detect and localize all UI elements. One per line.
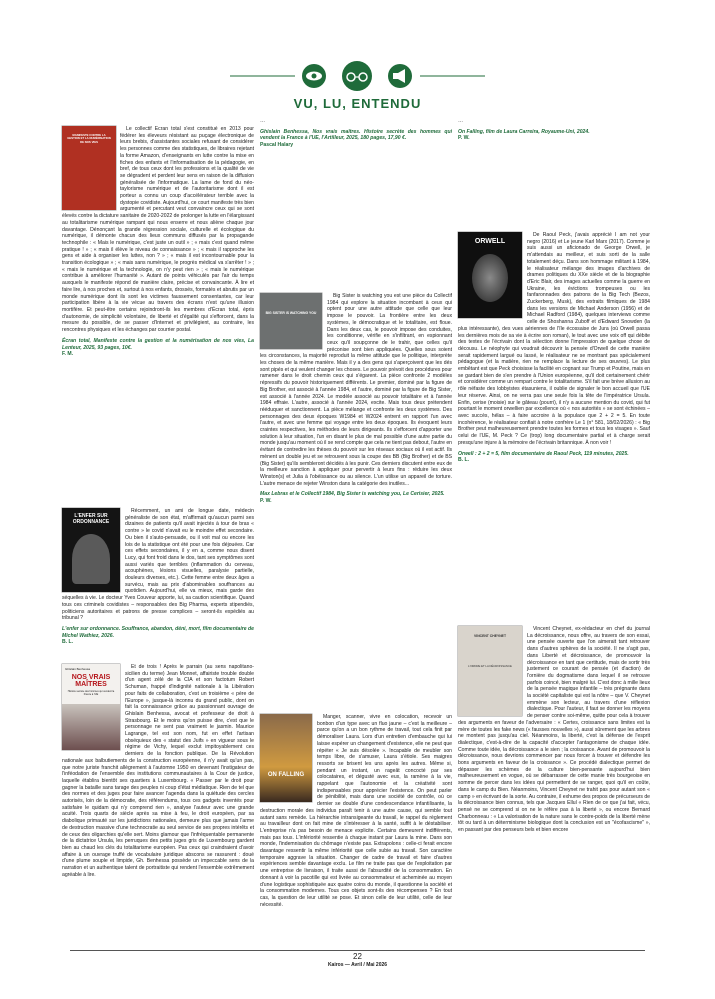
review-reference: Écran total, Manifeste contre la gestion et la numérisation de nos vies, La Lenteur, 2025, 93 pages, 10€. xyxy=(62,337,254,351)
review-bigsister xyxy=(260,293,452,681)
poster-title: ORWELL xyxy=(474,238,506,245)
review-reference: On Falling, film de Laura Carreira, Royaume-Uni, 2024. xyxy=(458,128,590,135)
review-reference: L'enfer sur ordonnance. Souffrance, abandon, déni, mort, film documentaire de Michel Wathiez, 2026. xyxy=(62,625,254,639)
review-body: Vincent Cheynet, ex-rédacteur en chef du journal La décroissance, nous offre, au travers de son essai, une pensée ouverte que l'on aimerait tant retrouver dans d'autres sphères de la société. Il ne s'agit pas, dans Liberté et décroissance, de promouvoir la décroissance en tant que certitude, mais de sortir très justement ce courant de pensée (et d'action) de l'ornière du dogmatisme dans lequel il se retrouve parfois coincé, bien malgré lui. C'est donc à mille lieux de la pensée magique infantile – très prégnante dans la société capitaliste qui est la nôtre – que V. Cheynet emmène son lecteur, au travers d'une réflexion dialectique. Pour l'auteur, il faut se donner les moyens de penser contre soi-même, quitte pour cela à trouver des arguments en faveur de l'adversaire : « Certes, croissance sans limites est la mère de toutes les fake news (« fausses nouvelles »), aussi sûrement que les arbres ne montent pas jusqu'au ciel. Néanmoins, la liberté, c'est la défense de l'esprit dialectique, c'est-à-dire de la capacité d'accepter l'antagonisme de chaque idée. Comme toute idée, la décroissance a le sien ; la croissance. Avant de promouvoir la décroissance, nous devrions commencer par nous forcer à trouver et défendre les bons arguments en faveur de la croissance ». Ce procédé dialectique permet de dépasser les schèmes de la culture bien-pensante aujourd'hui bien malheureusement en vogue, où se débarrasser de cette manie très bourgeoise en somme de percer dans les idées qui permettent de se ranger, quoi qu'il en coûte, dans le camp du Bien. Néanmoins, Vincent Cheynet ne trahit pas pour autant son « camp » en écrivant de la sorte. Au contraire, il exhume des propos de précurseurs de la décroissance bien connus, tels que Jacques Ellul « Rien de ce que j'ai fait, vécu, pensé ne se comprend si on ne le réfère pas à la liberté », ou encore Bernard Charbonneau : « La valorisation de la nature sans le contre-poids de la liberté mène tôt ou tard à un déterminisme biologique dont la conclusion est un "écofascisme" », en passant par des penseurs bels et bien encore xyxy=(458,626,650,834)
review-onfalling xyxy=(260,714,452,946)
cover-title: NOS VRAIS MAÎTRES xyxy=(71,674,111,688)
review-body-continued: … xyxy=(260,118,266,124)
review-cheynet xyxy=(458,626,650,946)
review-enfer xyxy=(62,508,254,656)
review-body: Big Sister is watching you est une pièce du Collectif 1984 qui explore la situation incombant à ceux qui optent pour une autre attitude que celle que leur impose le pouvoir. La frontière entre les deux systèmes, le démocratique et le totalitaire, est floue. Dans les deux cas, le pouvoir impose des conduites, les conditionne, vérifie en s'infiltrant, en espionnant ceux qu'il soupçonne de le trahir, que celles qu'il préconise sont bien appliquées. Quelles sous soient les circonstances, la majorité reproduit la même attitude que le politique, interprète les choses de la même manière. Mais il y a des gens qui s'aperçoivent que les dés sont pipés et qui veulent changer les choses. Le pouvoir prévoit des procédures pour ramener dans le droit chemin ceux qui s'égarent. La pièce confronte 2 modèles répressifs du pouvoir historiquement différents. Le premier, dominé par la figure de Big Brother, est associé à l'année 1984, et l'autre, dominé par la figure de Big Sister, est associé à l'année 2024. Le modèle associé au pouvoir totalitaire et à l'année 1984 effraie. L'autre, associé à l'année 2024, excite. Mais tous deux prétendent rééduquer et sanctionnent. La pièce mélange et confronte les deux systèmes. Des personnages des deux époques W1984 et W2024 entrent en rapport l'un avec l'autre, et avec une femme qui voyage entre les deux époques. Ils évoquent leurs craintes respectives, les méthodes de leurs dirigeants. Ils s'efforcent d'apporter une solution à leur situation, l'un en disant le plus de mal possible d'une autre partie du monde jusqu'au moment où il se rend compte que cela ne tient pas debout, l'autre en évitant de contredire les thèses du pouvoir sur les réseaux sociaux où il est actif. Ils mènent un double jeu et se retrouvent sous la coupe des BB (Big Brother) et de BS (Big Sister) qu'ils sembleront décidés à les punir. Ces derniers discutent entre eux de la meilleure sanction à appliquer pour pervertir à leurs fins : réduire les deux Winston(s) et Julia à l'obéissance ou au silence. L'un utilise un appareil de torture. L'autre menace de rejeter Winston dans la catégorie des inutiles... xyxy=(260,293,452,487)
cover-author: Ghislain Benhessa xyxy=(65,667,91,671)
cover-author: VINCENT CHEYNET xyxy=(473,634,507,638)
footer-line: Kairos — Avril / Mai 2026 xyxy=(327,962,388,968)
section-title: VU, LU, ENTENDU xyxy=(293,96,422,111)
review-author: P. W. xyxy=(458,135,470,142)
review-author: F. M. xyxy=(62,351,74,358)
eye-icon xyxy=(302,64,326,88)
float-spacer xyxy=(458,626,527,718)
float-spacer xyxy=(260,714,317,804)
review-orwell xyxy=(458,232,650,604)
review-reference: Ghislain Benhessa, Nos vrais maîtres. Histoire secrète des hommes qui vendent la France à l'UE, l'Artilleur, 2025, 180 pages, 17,90 €. xyxy=(260,128,452,142)
review-nosvrais-continued xyxy=(260,118,452,280)
review-reference: Max Lebras et le Collectif 1984, Big Sister is watching you, Le Cerisier, 2025. xyxy=(260,491,445,498)
float-spacer xyxy=(62,508,125,594)
page-number: 22 xyxy=(353,952,362,961)
cover-subtitle: Histoire secrète des hommes qui vendent la France à l'UE xyxy=(67,690,115,696)
poster-title: L'ENFER SUR ORDONNANCE xyxy=(72,513,110,525)
float-spacer xyxy=(62,126,120,212)
review-onfalling-continued xyxy=(458,118,650,214)
review-body: Le collectif Écran total s'est constitué en 2013 pour fédérer les éleveurs résistant au puçage électronique de leurs brebis, d'assistantes sociales refusant de considérer les personnes comme des statistiques, de libraires rejetant la forme Amazon, d'enseignants en lutte contre la mise en fiches des enfants et l'informatisation de la pédagogie, en bref, de tous ceux dont les professions et la qualité de vie se dégradent et perdent leur sens en raison de la diffusion généralisée de l'informatique. La lame de fond du néo-taylorisme numérique et de l'autoritarisme dont il est porteur a connu un coup d'accélérateur terrible avec la dystopie covidiste. Aujourd'hui, ce court manifeste très bien argumenté et percutant veut convaincre ceux qui se sont élevés contre la dictature sanitaire de 2020-2022 de prolonger la lutte en l'élargissant au totalitarisme numérique rampant qui nous enserre et nous aliène chaque jour davantage. Dénonçant la grande régression sociale, culturelle et écologique du numérique, il démonte chacun des lieux communs diffusés par la propagande technophile : « Mais le numérique, c'est juste un outil » ; « mais c'est quand même pratique ! » ; « mais il élève le niveau de connaissance » ; « mais il rapproche les gens et aide à organiser les luttes, non ? » ; « mais il est incontournable pour la transition écologique » ; « mais sans numérique, le progrès médical va s'arrêter ! » ; « mais le numérique et la technologie, on n'y peut rien » ; « mais le numérique contribue à améliorer l'humanité ». Autant de points véhiculés par l'air du temps auxquels le manifeste répond de manière claire, précise et convaincante. À lire et faire lire, à nos proches et, surtout à nos enfants, drossés, formatés et abrutis par un monde numérique dont ils sont les victimes faussement consentantes, car leur participation libère à la vie vécue au travers des écrans n'est qu'une illusion mortifère. Et peut-être certains rejoindront-ils les membres d'Écran total, épris d'autonomie, de simplicité volontaire, de liberté et d'égalité qui s'efforcent, dans la mesure du possible, de se passer d'Internet et privilégient, au contraire, les rencontres physiques et les échanges par courrier postal. xyxy=(62,126,254,334)
review-author: B. L. xyxy=(62,639,74,646)
review-author: B. L. xyxy=(458,457,470,464)
footer-rule xyxy=(70,950,645,951)
header-icons xyxy=(0,58,715,94)
review-author: Pascal Halary xyxy=(260,142,294,149)
float-spacer xyxy=(458,232,527,320)
review-nosvrais xyxy=(62,664,254,946)
review-manifeste xyxy=(62,126,254,494)
poster-title: ON FALLING xyxy=(267,772,305,778)
float-spacer xyxy=(260,293,327,351)
float-spacer xyxy=(62,664,125,752)
review-body: Manger, scanner, vivre en colocation, recevoir un bonbon d'un type avec un fluo jaune – c'est la meilleure – parce qu'on a un bon rythme de travail, tout cela finit par démoraliser Laura. Lors d'un entretien d'embauche qui lui laisse espérer un changement d'existence, elle ne peut que répéter « Je suis désolée ». Incapable de meubler son temps libre, de s'amuser, Laura s'étiole. Ses maigres ressorts se brisent les uns après les autres. Même si, pendant un instant, un rageât concocté par ses colocataires, et dégusté avec eux, la ramène à la vie, rappelant que l'autonomie et la créativité sont indispensables pour apprécier l'existence. On peut parler de pénibilité, mais dans une société de contrôle, où ce dernier se double d'une condescendance infantilisante, la destruction morale des individus paraît tenir à une autre cause, qui semble tout autant sans remède. La hiérarchie intransigeante du travail, le rappel du règlement au travailleur dont on fait mine de s'intéresser à la santé, suffit à le déstabiliser. L'entreprise n'a pas besoin de menace explicite. Certains demeurent indifférents, mais pas tous. L'infériorité ressentie à chaque instant par Laura la mine. Dans son monde, l'indemnisation du chômage n'existe pas. Extrapolons : celle-ci ferait encore davantage ressentir la même infériorité que celle subie au travail. Son caractère temporaire aggrave la situation. Changer de cadre de travail et faire d'autres expériences semble davantage exclu. Le film ne traite pas que de l'exploitation par une entreprise de livraison, il traite aussi de l'absurdité de la consommation. En donnant à voir la pacotille qui est livrée au consommateur et acheminée au moyen d'une logistique sophistiquée aux quatre coins du monde, il questionne la société et la consommation modernes. Tous ces objets sont-ils des récompenses ? En tout cas, la question de leur utilité se pose. Et sinon celle de leur utilité, celle de leur nécessité. xyxy=(260,714,452,908)
glasses-icon xyxy=(342,61,372,91)
review-body-continued: … xyxy=(458,118,464,124)
cover-title: L'ORDRE ET LA DÉCROISSANCE xyxy=(468,664,512,668)
review-body: Récemment, un ami de longue date, médecin généraliste de son état, m'affirmait qu'aucun parmi ses dizaines de patients qu'il avait injectés à tour de bras « contre » le covid n'avait eu le moindre effet secondaire. Ou bien il s'auto-persuade, ou il voit mal ou encore les lois de la statistique ont été pour une fois déjouées. Car ces effets secondaires, il y en a, comme nous disent Lucy, qui font froid dans le dos, tant ses symptômes sont aussi variés que terribles (inflammation du cerveau, acouphènes, lésions visuelles, paralysie partielle, douleurs diverses, etc.). Cette femme entre deux âges a survécu, mais au prix d'abominables souffrances au quotidien. Aujourd'hui, elle va mieux, mais garde des séquelles à vie. Le docteur Yves Couveur apporte, lui, sa caution scientifique. Quand tous ces criminels covidistes – responsables des Big Pharma, experts stipendiés, politiciens autoritaires et patrons de presse complices – seront-ils expédiés au tribunal ? xyxy=(62,508,254,622)
review-author: P. W. xyxy=(260,498,272,505)
review-body: De Raoul Peck, j'avais apprécié I am not your negro (2016) et Le jeune Karl Marx (2017). Comme je suis aussi un aficionado de George Orwell, je m'attendais au meilleur, et suis sorti de la salle totalement déçu. Dans son hommage militant à 1984, le réalisateur mélange des images d'archives de drames politiques du XXe siècle et de la biographie d'Eric Blair, des images actuelles comme la guerre en Ukraine, les évictions trompeuses ou les fanfaronnades des patrons de la Big Tech (Bezos, Zuckerberg, Musk), des extraits filmiques de 1984 dans les versions de Michael Anderson (1956) et de Michael Radford (1984), quelques interviews comme celle de Shoshanna Zuboff et d'Edward Snowden (la plus intéressante), des vues aériennes de l'île écossaise de Jura (où Orwell passa les dernières mois de sa vie à écrire son roman), le tout avec une voix off qui débite des textes de l'écrivain dont la sélection donne l'impression de quelque chose de décousu. Le néophyte qui voudrait découvrir la pensée d'Orwell de cette manière serait rapidement largué ou lassé, le réalisateur ne se montrant pas spécialement pédagogue (et la matière, rien ne remplace la lecture de ses œuvres). Le plus embêtant est que Peck choisisse la facilité en cognant sur Trump et Poutine, mais en se gardant bien de s'en prendre à l'Union européenne, qu'il doit certainement chérir et considérer comme un rempart contre le totalitarisme. S'il fait une brève allusion au rôle néfaste des lobbyistes étasuniens, il oublie de signaler le bon accueil que l'UE leur réserve. Ainsi, on ne verra pas une seule fois la tête de l'impératrice Ursula. Enfin, cerise (moisie) sur le gâteau (pourri), il n'y a aucune mention du covid, qui fut pourtant le moment orwellien par excellence où « nos autorités » se sont échinées – avec succès, hélas – à faire accroire à la populace que 2 + 2 = 5. En toute incohérence, le réalisateur confiait à notre confrère Le 1 (n° 581, 18/02/2026) : « Big Brother peut malheureusement prendre toutes les formes et tous les visages ». Sauf celui de l'UE, M. Peck ? Ce (trop) long documentaire partial et à charge serait presqu'une injure à la mémoire de l'écrivain britannique. À non voir ! xyxy=(458,232,650,446)
cover-title: BIG SISTER IS WATCHING YOU xyxy=(265,311,317,315)
cover-title: MANIFESTE CONTRE LA GESTION ET LA NUMÉRISATION DE NOS VIES xyxy=(67,133,111,144)
review-reference: Orwell : 2 + 2 = 5, film documentaire de Raoul Peck, 119 minutes, 2025. xyxy=(458,450,629,457)
megaphone-icon xyxy=(388,64,412,88)
review-body: Et de trois ! Après le parrain (au sens napolitano-sicilien du terme) Jean Monnet, affairiste trouble double d'un agent zélé de la CIA et son factotum Robert Schuman, frappé d'indignité nationale à la Libération pour faits de collaboration, c'est un troisième « père de l'Europe », jusque-là inconnu du grand public, dont on fait la connaissance grâce au passionnant ouvrage de Ghislain Benhessa, avocat et professeur de droit à Strasbourg. Et le moins qu'on puisse dire, c'est que le personnage ne sent pas vraiment le jasmin. Maurice Lagrange, tel est son nom, fut en effet l'artisan obséquieux des « statut des Juifs » en vigueur sous le régime de Vichy, lequel exclut impitoyablement ces derniers de la fonction publique. De la Révolution nationale aux balbutiements de la construction européenne, il n'y avait qu'un pas, que notre juriste franchit allègrement à l'automne 1950 en devenant l'instigateur de l'inféodation de l'ensemble des institutions communautaires à la Cour de justice, laquelle établira bientôt ses quartiers à Luxembourg. « Passer par le droit pour gagner la bataille sans tarage des peuples ni coup d'état médiatique. Rien de tel que des normes et des juges pour faire avancer l'agenda dans la quiétude des cercles autorisés, loin de la démocratie, des référendums, tous ces gadgets inventés pour satisfaire le quidam qui n'y comprend rien », analyse l'auteur avec une grande acuité. Trois quarts de siècle après sa mise à feu, le droit européen, par sa diabolique primauté sur les juridictions nationales, demeure plus que jamais l'arme de destruction massive d'une technocratie au seul service de ses propres intérêts et de ceux des oligarchies qu'elle sert. Moins glamour que l'infréquentable permanente de la dictatrice Ursula, les perruques des petits juges gris de Luxembourg gardent bien au chaud les clés du totalitarisme européen. Pas ceux qui craindraient d'avoir affaire à un ouvrage truffé de vocabulaire juridique abscons se rassurent : doué d'une plume souple et limpide, Gh. Benhessa possède un impeccable sens de la narration et un authentique talent de portraitiste qui rendent l'ensemble extrêmement agréable à lire. xyxy=(62,664,254,878)
